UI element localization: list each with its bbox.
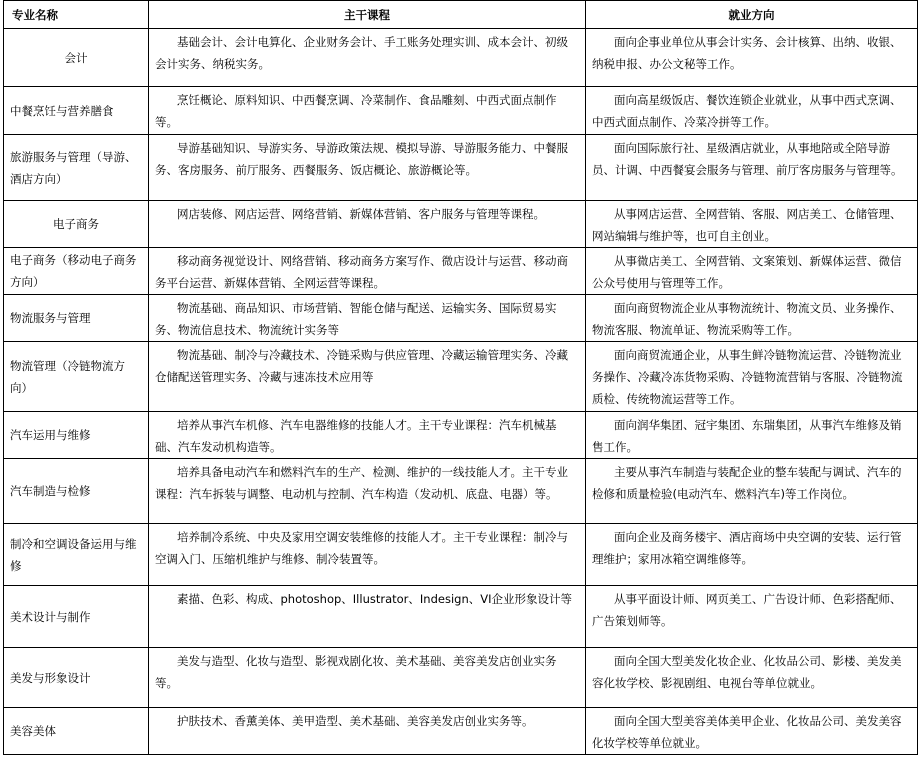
header-row <box>4 1 918 29</box>
courses-cell <box>149 708 586 755</box>
header-courses: 主干课程 <box>149 1 586 29</box>
courses-text: 护肤技术、香薰美体、美甲造型、美术基础、美容美发店创业实务等。 <box>177 714 534 728</box>
courses-text: 基础会计、会计电算化、企业财务会计、手工账务处理实训、成本会计、初级会计实务、纳税实务。 <box>155 35 568 71</box>
major-name-cell: 物流服务与管理 <box>4 295 149 342</box>
career-text: 从事网店运营、全网营销、客服、网店美工、仓储管理、网站编辑与维护等，也可自主创业。 <box>592 207 902 243</box>
courses-text: 网店装修、网店运营、网络营销、新媒体营销、客户服务与管理等课程。 <box>177 207 545 221</box>
courses-cell <box>149 342 586 412</box>
career-text: 主要从事汽车制造与装配企业的整车装配与调试、汽车的检修和质量检验(电动汽车、燃料汽车)等工作岗位。 <box>592 465 902 501</box>
major-name-cell: 美术设计与制作 <box>4 586 149 648</box>
table-row <box>4 412 918 459</box>
courses-text: 物流基础、制冷与冷藏技术、冷链采购与供应管理、冷藏运输管理实务、冷藏仓储配送管理实务、冷藏与速冻技术应用等 <box>155 348 568 384</box>
career-text: 面向商贸流通企业，从事生鲜冷链物流运营、冷链物流业务操作、冷藏冷冻货物采购、冷链物流营销与客服、冷链物流质检、传统物流运营等工作。 <box>592 348 903 406</box>
major-name-cell: 汽车运用与维修 <box>4 412 149 459</box>
career-cell <box>586 201 918 248</box>
career-cell <box>586 29 918 87</box>
courses-cell <box>149 29 586 87</box>
major-name-cell: 中餐烹饪与营养膳食 <box>4 87 149 135</box>
major-name-cell: 物流管理（冷链物流方向） <box>4 342 149 412</box>
courses-text: 美发与造型、化妆与造型、影视戏剧化妆、美术基础、美容美发店创业实务等。 <box>155 654 557 690</box>
header-career: 就业方向 <box>586 1 918 29</box>
career-text: 面向企业及商务楼宇、酒店商场中央空调的安装、运行管理维护；家用冰箱空调维修等。 <box>592 530 902 566</box>
courses-cell <box>149 248 586 295</box>
career-text: 面向润华集团、冠宇集团、东瑞集团，从事汽车维修及销售工作。 <box>592 418 902 454</box>
courses-cell <box>149 201 586 248</box>
career-cell <box>586 586 918 648</box>
header-major-name: 专业名称 <box>4 1 149 29</box>
courses-cell <box>149 412 586 459</box>
career-text: 面向商贸物流企业从事物流统计、物流文员、业务操作、物流客服、物流单证、物流采购等工作。 <box>592 301 902 337</box>
courses-text: 物流基础、商品知识、市场营销、智能仓储与配送、运输实务、国际贸易实务、物流信息技术、物流统计实务等 <box>155 301 557 337</box>
career-cell <box>586 524 918 586</box>
career-text: 面向高星级饭店、餐饮连锁企业就业，从事中西式烹调、中西式面点制作、冷菜冷拼等工作。 <box>592 93 902 129</box>
courses-text: 素描、色彩、构成、photoshop、Illustrator、Indesign、VI企业形象设计等 <box>177 592 572 606</box>
major-name-cell: 电子商务（移动电子商务方向） <box>4 248 149 295</box>
table-row <box>4 648 918 708</box>
career-text: 从事平面设计师、网页美工、广告设计师、色彩搭配师、广告策划师等。 <box>592 592 902 628</box>
table-row <box>4 459 918 524</box>
courses-cell <box>149 648 586 708</box>
courses-cell <box>149 524 586 586</box>
courses-text: 培养从事汽车机修、汽车电器维修的技能人才。主干专业课程：汽车机械基础、汽车发动机构造等。 <box>155 418 557 454</box>
courses-cell <box>149 459 586 524</box>
table-row <box>4 248 918 295</box>
table-row <box>4 342 918 412</box>
career-cell <box>586 648 918 708</box>
table-row <box>4 201 918 248</box>
table-row <box>4 708 918 755</box>
career-cell <box>586 135 918 201</box>
table-body <box>4 29 918 755</box>
courses-text: 培养制冷系统、中央及家用空调安装维修的技能人才。主干专业课程：制冷与空调入门、压缩机维护与维修、制冷装置等。 <box>155 530 568 566</box>
major-name-cell: 电子商务 <box>4 201 149 248</box>
courses-cell <box>149 295 586 342</box>
career-cell <box>586 87 918 135</box>
major-name-cell: 旅游服务与管理（导游、酒店方向） <box>4 135 149 201</box>
table-row <box>4 135 918 201</box>
majors-table <box>3 0 918 755</box>
career-cell <box>586 459 918 524</box>
career-cell <box>586 295 918 342</box>
career-text: 从事微店美工、全网营销、文案策划、新媒体运营、微信公众号使用与管理等工作。 <box>592 254 902 290</box>
major-name-cell: 制冷和空调设备运用与维修 <box>4 524 149 586</box>
major-name-cell: 美容美体 <box>4 708 149 755</box>
career-cell <box>586 342 918 412</box>
career-cell <box>586 412 918 459</box>
career-cell <box>586 708 918 755</box>
courses-cell <box>149 135 586 201</box>
career-text: 面向全国大型美发化妆企业、化妆品公司、影楼、美发美容化妆学校、影视剧组、电视台等单位就业。 <box>592 654 902 690</box>
major-name-cell: 会计 <box>4 29 149 87</box>
courses-cell <box>149 586 586 648</box>
career-text: 面向企事业单位从事会计实务、会计核算、出纳、收银、纳税申报、办公文秘等工作。 <box>592 35 902 71</box>
major-name-cell: 汽车制造与检修 <box>4 459 149 524</box>
major-name-cell: 美发与形象设计 <box>4 648 149 708</box>
career-cell <box>586 248 918 295</box>
courses-text: 移动商务视觉设计、网络营销、移动商务方案写作、微店设计与运营、移动商务平台运营、新媒体营销、全网运营等课程。 <box>155 254 568 290</box>
table-row <box>4 586 918 648</box>
courses-text: 培养具备电动汽车和燃料汽车的生产、检测、维护的一线技能人才。主干专业课程：汽车拆装与调整、电动机与控制、汽车构造（发动机、底盘、电器）等。 <box>155 465 568 501</box>
courses-cell <box>149 87 586 135</box>
career-text: 面向全国大型美容美体美甲企业、化妆品公司、美发美容化妆学校等单位就业。 <box>592 714 902 750</box>
career-text: 面向国际旅行社、星级酒店就业，从事地陪或全陪导游员、计调、中西餐宴会服务与管理、前厅客房服务与管理等。 <box>592 141 903 177</box>
courses-text: 烹饪概论、原料知识、中西餐烹调、冷菜制作、食品雕刻、中西式面点制作等。 <box>155 93 557 129</box>
table-row <box>4 295 918 342</box>
table-row <box>4 87 918 135</box>
table-row <box>4 29 918 87</box>
courses-text: 导游基础知识、导游实务、导游政策法规、模拟导游、导游服务能力、中餐服务、客房服务、前厅服务、西餐服务、饭店概论、旅游概论等。 <box>155 141 568 177</box>
table-row <box>4 524 918 586</box>
